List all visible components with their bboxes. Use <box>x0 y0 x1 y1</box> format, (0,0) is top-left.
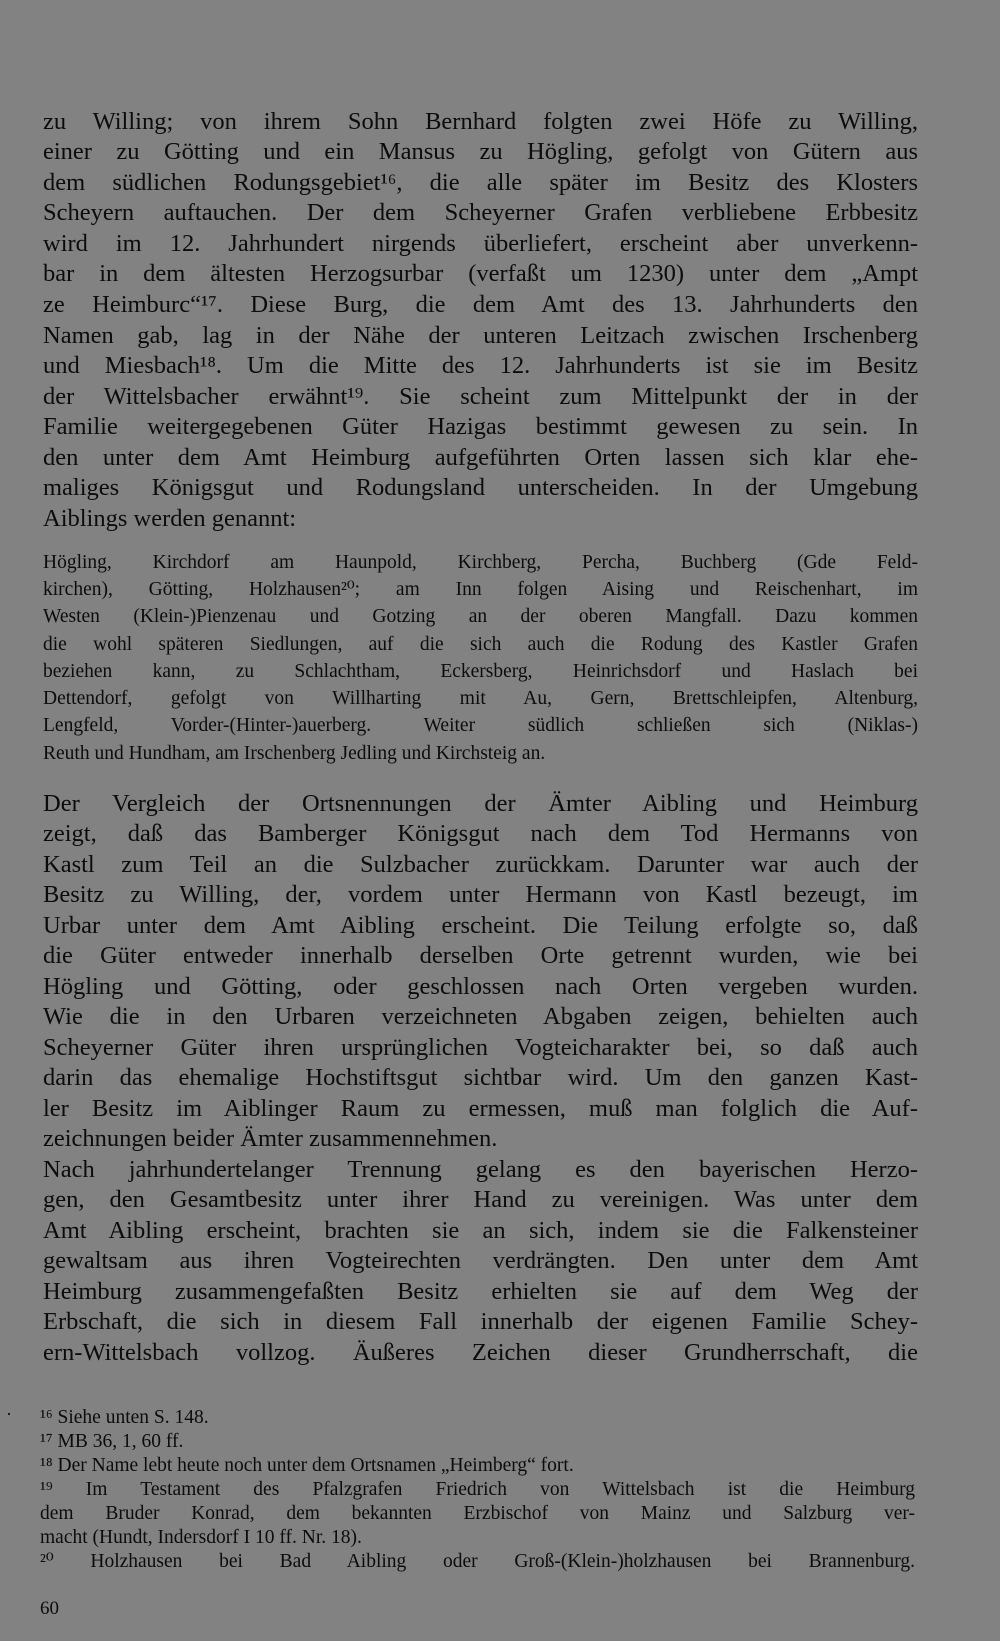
margin-mark: · <box>6 1404 12 1424</box>
text-line: wird im 12. Jahrhundert nirgends überliefert, erscheint aber unverkenn- <box>43 230 918 257</box>
list-line: Lengfeld, Vorder-(Hinter-)auerberg. Weiter südlich schließen sich (Niklas-) <box>43 715 918 736</box>
footnote-continuation: dem Bruder Konrad, dem bekannten Erzbischof von Mainz und Salzburg ver- <box>40 1503 915 1524</box>
text-line: der Wittelsbacher erwähnt¹⁹. Sie scheint zum Mittelpunkt der in der <box>43 383 918 410</box>
footnote: ¹⁹ Im Testament des Pfalzgrafen Friedrich von Wittelsbach ist die Heimburg <box>40 1479 915 1500</box>
list-line: Högling, Kirchdorf am Haunpold, Kirchberg, Percha, Buchberg (Gde Feld- <box>43 552 918 573</box>
text-line: den unter dem Amt Heimburg aufgeführten Orten lassen sich klar ehe- <box>43 444 918 471</box>
text-line: zu Willing; von ihrem Sohn Bernhard folgten zwei Höfe zu Willing, <box>43 108 918 135</box>
footnote-continuation: macht (Hundt, Indersdorf I 10 ff. Nr. 18). <box>40 1527 362 1548</box>
text-line: dem südlichen Rodungsgebiet¹⁶, die alle später im Besitz des Klosters <box>43 169 918 196</box>
footnote: ¹⁸ Der Name lebt heute noch unter dem Ortsnamen „Heimberg“ fort. <box>40 1455 574 1476</box>
text-line: ler Besitz im Aiblinger Raum zu ermessen, muß man folglich die Auf- <box>43 1095 918 1122</box>
list-line: Dettendorf, gefolgt von Willharting mit Au, Gern, Brettschleipfen, Altenburg, <box>43 688 918 709</box>
text-line: Namen gab, lag in der Nähe der unteren Leitzach zwischen Irschenberg <box>43 322 918 349</box>
list-line: beziehen kann, zu Schlachtham, Eckersberg, Heinrichsdorf und Haslach bei <box>43 661 918 682</box>
text-line: Urbar unter dem Amt Aibling erscheint. Die Teilung erfolgte so, daß <box>43 912 918 939</box>
text-line: Amt Aibling erscheint, brachten sie an sich, indem sie die Falkensteiner <box>43 1217 918 1244</box>
text-line: bar in dem ältesten Herzogsurbar (verfaßt um 1230) unter dem „Ampt <box>43 260 918 287</box>
text-line: Familie weitergegebenen Güter Hazigas bestimmt gewesen zu sein. In <box>43 413 918 440</box>
text-line: Scheyern auftauchen. Der dem Scheyerner Grafen verbliebene Erbbesitz <box>43 199 918 226</box>
list-line: kirchen), Götting, Holzhausen²⁰; am Inn folgen Aising und Reischenhart, im <box>43 579 918 600</box>
footnote: ¹⁶ Siehe unten S. 148. <box>40 1407 209 1428</box>
footnote: ¹⁷ MB 36, 1, 60 ff. <box>40 1431 184 1452</box>
text-line: maliges Königsgut und Rodungsland unterscheiden. In der Umgebung <box>43 474 918 501</box>
text-line: Der Vergleich der Ortsnennungen der Ämter Aibling und Heimburg <box>43 790 918 817</box>
text-line: Erbschaft, die sich in diesem Fall innerhalb der eigenen Familie Schey- <box>43 1308 918 1335</box>
list-line: die wohl späteren Siedlungen, auf die sich auch die Rodung des Kastler Grafen <box>43 634 918 655</box>
text-line: Högling und Götting, oder geschlossen nach Orten vergeben wurden. <box>43 973 918 1000</box>
text-line: gewaltsam aus ihren Vogteirechten verdrängten. Den unter dem Amt <box>43 1247 918 1274</box>
text-line: ern-Wittelsbach vollzog. Äußeres Zeichen dieser Grundherrschaft, die <box>43 1339 918 1366</box>
text-line: Wie die in den Urbaren verzeichneten Abgaben zeigen, behielten auch <box>43 1003 918 1030</box>
text-line: Nach jahrhundertelanger Trennung gelang es den bayerischen Herzo- <box>43 1156 918 1183</box>
page-number: 60 <box>40 1598 59 1619</box>
text-line: gen, den Gesamtbesitz unter ihrer Hand zu vereinigen. Was unter dem <box>43 1186 918 1213</box>
text-line: die Güter entweder innerhalb derselben Orte getrennt wurden, wie bei <box>43 942 918 969</box>
text-line: darin das ehemalige Hochstiftsgut sichtbar wird. Um den ganzen Kast- <box>43 1064 918 1091</box>
text-line: einer zu Götting und ein Mansus zu Högling, gefolgt von Gütern aus <box>43 138 918 165</box>
text-line: Heimburg zusammengefaßten Besitz erhielten sie auf dem Weg der <box>43 1278 918 1305</box>
text-line: und Miesbach¹⁸. Um die Mitte des 12. Jahrhunderts ist sie im Besitz <box>43 352 918 379</box>
footnote: ²⁰ Holzhausen bei Bad Aibling oder Groß-(Klein-)holzhausen bei Brannenburg. <box>40 1551 915 1572</box>
text-line: zeigt, daß das Bamberger Königsgut nach dem Tod Hermanns von <box>43 820 918 847</box>
text-line: Kastl zum Teil an die Sulzbacher zurückkam. Darunter war auch der <box>43 851 918 878</box>
text-line: zeichnungen beider Ämter zusammennehmen. <box>43 1125 498 1152</box>
text-line: Aiblings werden genannt: <box>43 505 297 532</box>
text-line: ze Heimburc“¹⁷. Diese Burg, die dem Amt des 13. Jahrhunderts den <box>43 291 918 318</box>
text-line: Besitz zu Willing, der, vordem unter Hermann von Kastl bezeugt, im <box>43 881 918 908</box>
list-line: Reuth und Hundham, am Irschenberg Jedling und Kirchsteig an. <box>43 743 546 764</box>
text-line: Scheyerner Güter ihren ursprünglichen Vogteicharakter bei, so daß auch <box>43 1034 918 1061</box>
list-line: Westen (Klein-)Pienzenau und Gotzing an der oberen Mangfall. Dazu kommen <box>43 606 918 627</box>
